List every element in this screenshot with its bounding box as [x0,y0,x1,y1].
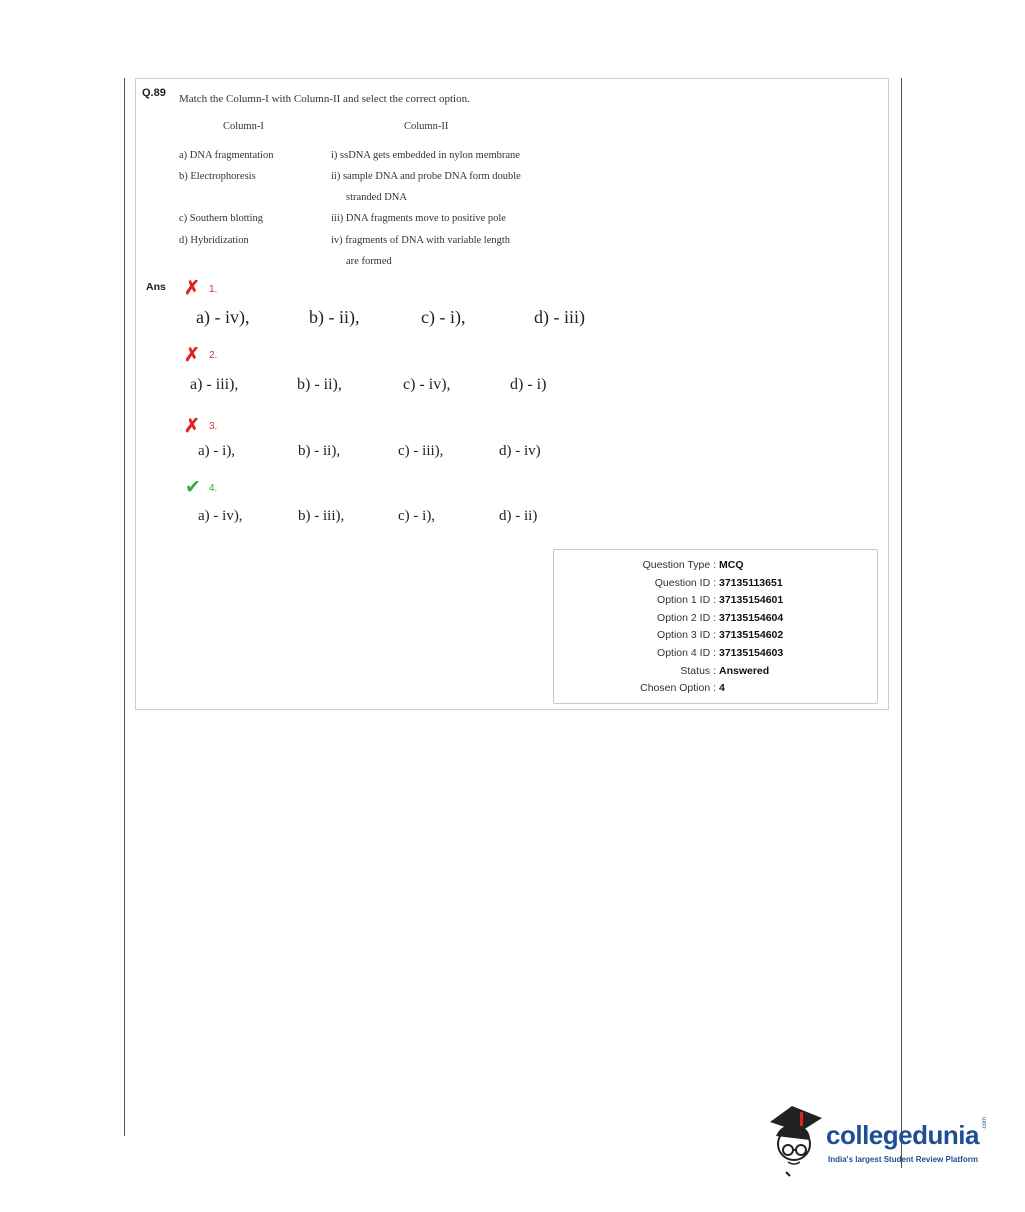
column-2-header: Column-II [404,121,449,132]
option-3-part-d[interactable]: d) - iv) [499,443,541,459]
meta-key: Status : [680,665,716,677]
meta-value: 37135154602 [719,629,784,641]
column-1-item: a) DNA fragmentation [179,150,274,161]
column-2-line: are formed [346,256,392,267]
option-4-part-b[interactable]: b) - iii), [298,508,345,524]
option-1-part-a[interactable]: a) - iv), [196,307,250,327]
question-statement: Match the Column-I with Column-II and select the correct option. [179,93,470,105]
meta-key: Option 3 ID : [657,629,716,641]
option-1-part-c[interactable]: c) - i), [421,307,466,327]
right-border-line [901,78,902,1168]
question-meta-box [553,549,878,704]
meta-value: Answered [719,665,770,677]
option-3-part-c[interactable]: c) - iii), [398,443,444,459]
meta-key: Option 1 ID : [657,594,716,606]
meta-key: Chosen Option : [640,682,716,694]
logo-wordmark: collegedunia [826,1120,979,1150]
column-2-line: i) ssDNA gets embedded in nylon membrane [331,150,520,161]
column-2-line: iv) fragments of DNA with variable length [331,235,511,246]
logo-suffix: .com [982,1116,988,1130]
column-1-item: d) Hybridization [179,235,249,246]
column-2-line: stranded DNA [346,192,407,203]
check-icon: ✔ [185,477,201,498]
option-3-part-a[interactable]: a) - i), [198,443,236,459]
option-number: 3. [209,421,218,432]
cross-icon: ✗ [184,345,200,366]
option-2-part-d[interactable]: d) - i) [510,376,547,393]
option-number: 1. [209,284,218,295]
option-number: 2. [209,350,218,361]
meta-key: Option 2 ID : [657,612,716,624]
question-number: Q.89 [142,87,166,99]
meta-value: 37135113651 [719,577,783,589]
option-2-part-b[interactable]: b) - ii), [297,376,342,393]
column-2-line: ii) sample DNA and probe DNA form double [331,171,521,182]
answer-label: Ans [146,281,166,293]
meta-value: 4 [719,682,725,694]
option-4-part-d[interactable]: d) - ii) [499,508,538,524]
option-4-part-a[interactable]: a) - iv), [198,508,243,524]
cross-icon: ✗ [184,416,200,437]
meta-key: Question Type : [642,559,716,571]
column-1-header: Column-I [223,121,264,132]
option-2-part-c[interactable]: c) - iv), [403,376,451,393]
meta-key: Question ID : [654,577,716,589]
option-number: 4. [209,483,218,494]
column-1-item: b) Electrophoresis [179,171,256,182]
meta-key: Option 4 ID : [657,647,716,659]
column-1-item: c) Southern blotting [179,213,263,224]
meta-value: 37135154603 [719,647,784,659]
option-4-part-c[interactable]: c) - i), [398,508,436,524]
option-1-part-d[interactable]: d) - iii) [534,307,585,327]
option-2-part-a[interactable]: a) - iii), [190,376,239,393]
column-2-line: iii) DNA fragments move to positive pole [331,213,506,224]
meta-value: MCQ [719,559,744,571]
logo-tagline: India's largest Student Review Platform [828,1155,978,1164]
cross-icon: ✗ [184,278,200,299]
left-border-line [124,78,125,1136]
meta-value: 37135154601 [719,594,784,606]
option-1-part-b[interactable]: b) - ii), [309,307,360,327]
option-3-part-b[interactable]: b) - ii), [298,443,341,459]
meta-value: 37135154604 [719,612,784,624]
